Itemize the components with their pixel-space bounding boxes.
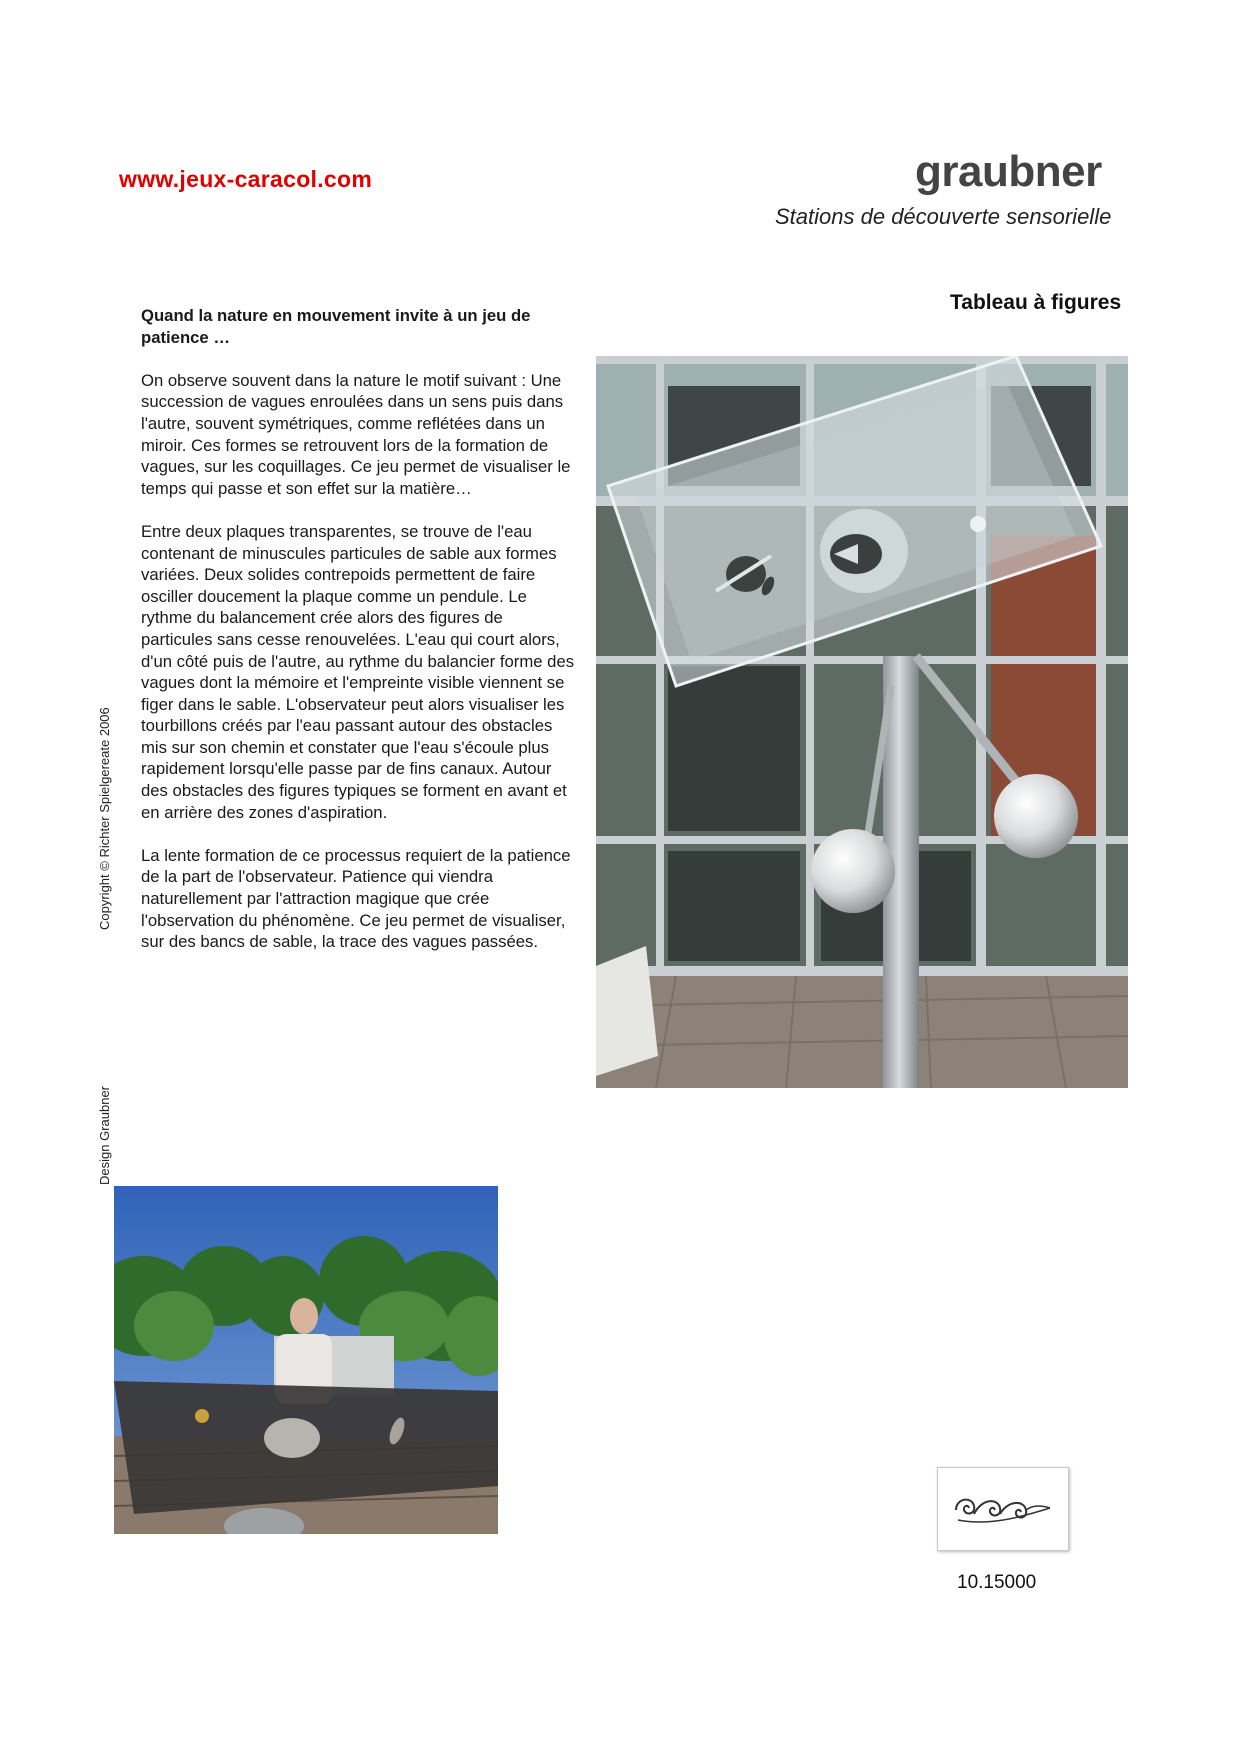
- product-code: 10.15000: [957, 1572, 1037, 1593]
- lead-paragraph: Quand la nature en mouvement invite à un jeu de patience …: [141, 306, 531, 347]
- wave-icon: [938, 1468, 1068, 1550]
- website-link[interactable]: www.jeux-caracol.com: [119, 166, 373, 192]
- description-paragraph: La lente formation de ce processus requiert de la patience de la part de l'observateur. Patience qui viendra naturellement par l'attraction magique que crée l'observation du phénomène. Ce jeu permet de visualiser, sur des bancs de sable, la trace des vagues passées.: [141, 845, 571, 952]
- design-credit: Design Graubner: [97, 1086, 112, 1185]
- secondary-photo: [114, 1186, 498, 1534]
- brand-logo: graubner: [915, 147, 1102, 196]
- product-title: Tableau à figures: [950, 291, 1122, 314]
- wave-logo: [937, 1467, 1069, 1551]
- description-paragraph: On observe souvent dans la nature le motif suivant : Une succession de vagues enroulées dans un sens puis dans l'autre, souvent symétriques, comme reflétées dans un miroir. Ces formes se retrouvent lors de la formation de vagues, sur les coquillages. Ce jeu permet de visualiser le temps qui passe et son effet sur la matière…: [141, 370, 571, 498]
- copyright-notice: Copyright © Richter Spielgereate 2006: [97, 707, 112, 930]
- brand-tagline: Stations de découverte sensorielle: [775, 204, 1112, 229]
- description-paragraph: Entre deux plaques transparentes, se trouve de l'eau contenant de minuscules particules de sable aux formes variées. Deux solides contrepoids permettent de faire osciller doucement la plaque comme un pendule. Le rythme du balancement crée alors des figures de particules sans cesse renouvelées. L'eau qui court alors, d'un côté puis de l'autre, au rythme du balancier forme des vagues dont la mémoire et l'empreinte visible viennent se figer dans le sable. L'observateur peut alors visualiser les tourbillons créés par l'eau passant autour des obstacles mis sur son chemin et constater que l'eau s'écoule plus rapidement lorsqu'elle passe par de fins canaux. Autour des obstacles des figures typiques se forment en avant et en arrière des zones d'aspiration.: [141, 521, 575, 822]
- main-photo: [596, 356, 1128, 1088]
- description: [141, 305, 577, 974]
